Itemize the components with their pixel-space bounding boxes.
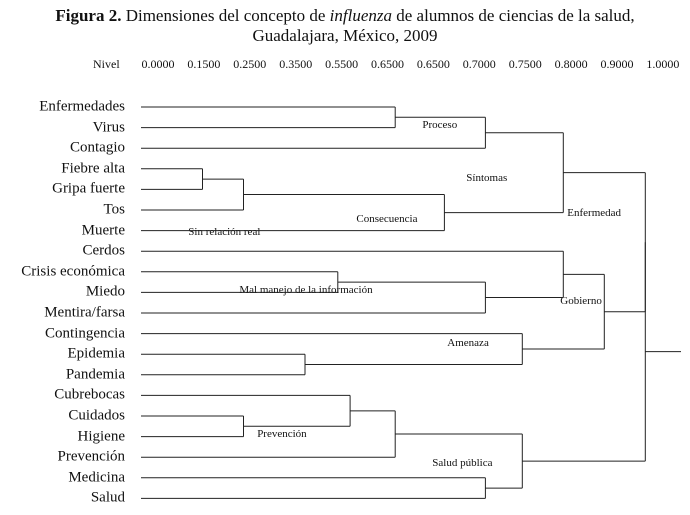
leaf-label: Epidemia <box>67 345 125 362</box>
axis-label: Nivel <box>93 57 120 71</box>
leaf-label: Contingencia <box>45 325 125 342</box>
leaf-label: Fiebre alta <box>61 160 125 177</box>
leaf-label: Tos <box>103 201 125 218</box>
leaf-label: Pandemia <box>65 366 125 383</box>
cluster-label: Síntomas <box>466 171 508 184</box>
leaf-label: Salud <box>90 489 125 506</box>
cluster-label: Mal manejo de la información <box>239 283 373 296</box>
cluster-label: Enfermedad <box>567 207 622 220</box>
leaf-label: Contagio <box>70 139 125 156</box>
cluster-label: Prevención <box>257 428 307 441</box>
axis-tick: 0.5500 <box>325 57 359 71</box>
title-post: de alumnos de ciencias de la salud, <box>396 6 635 25</box>
leaf-label: Higiene <box>77 428 125 445</box>
axis-tick: 0.3500 <box>279 57 313 71</box>
axis-tick: 0.6500 <box>371 57 404 71</box>
figure-subtitle: Guadalajara, México, 2009 <box>252 26 438 45</box>
leaf-label: Gripa fuerte <box>52 180 125 197</box>
leaf-label: Miedo <box>85 283 125 300</box>
axis-tick: 0.7500 <box>508 57 542 71</box>
axis-tick: 0.2500 <box>233 57 267 71</box>
axis-tick: 0.7000 <box>462 57 496 71</box>
axis-tick: 0.9000 <box>600 57 634 71</box>
cluster-label: Gobierno <box>560 294 602 307</box>
cluster-label: Proceso <box>422 118 458 131</box>
title-italic: influenza <box>329 6 392 25</box>
cluster-label: Consecuencia <box>356 212 418 225</box>
title-pre: Dimensiones del concepto de <box>125 6 326 25</box>
cluster-label: Salud pública <box>432 457 493 470</box>
leaf-label: Mentira/farsa <box>44 304 125 321</box>
leaf-label: Cubrebocas <box>54 386 125 403</box>
leaf-label: Cerdos <box>82 242 125 259</box>
leaf-label: Enfermedades <box>39 98 125 115</box>
axis-tick: 0.1500 <box>187 57 221 71</box>
leaf-label: Cuidados <box>68 407 125 424</box>
cluster-label: Amenaza <box>447 337 489 350</box>
leaf-label: Virus <box>92 119 125 136</box>
axis-tick: 1.0000 <box>646 57 680 71</box>
cluster-label: Sin relación real <box>188 226 261 239</box>
axis-tick: 0.0000 <box>141 57 175 71</box>
axis-tick: 0.8000 <box>554 57 588 71</box>
figure-label: Figura 2. <box>55 6 122 25</box>
leaf-label: Muerte <box>81 222 125 239</box>
leaf-label: Medicina <box>68 469 125 486</box>
axis-tick: 0.6500 <box>416 57 450 71</box>
leaf-label: Crisis económica <box>21 263 125 280</box>
leaf-label: Prevención <box>57 448 125 465</box>
